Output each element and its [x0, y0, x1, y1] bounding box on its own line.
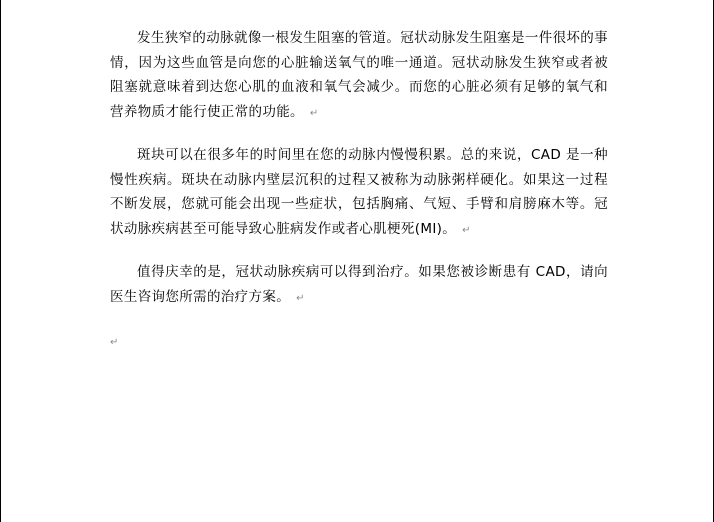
- paragraph-3: [110, 260, 608, 311]
- document-body[interactable]: [110, 26, 608, 353]
- empty-paragraph: [110, 328, 608, 353]
- paragraph-2-text: 斑块可以在很多年的时间里在您的动脉内慢慢积累。总的来说，CAD 是一种慢性疾病。斑块在动脉内壁层沉积的过程又被称为动脉粥样硬化。如果这一过程不断发展，您就可能会出现一些症状，包括胸痛、气短、手臂和肩膀麻木等。冠状动脉疾病甚至可能导致心脏病发作或者心肌梗死(MI)。: [110, 147, 608, 237]
- paragraph-mark-icon: ↵: [309, 107, 319, 119]
- paragraph-mark-icon: ↵: [462, 224, 471, 236]
- paragraph-mark-icon: ↵: [296, 292, 305, 304]
- paragraph-2: [110, 143, 608, 243]
- paragraph-3-text: 值得庆幸的是，冠状动脉疾病可以得到治疗。如果您被诊断患有 CAD，请向医生咨询您所需的治疗方案。: [110, 264, 608, 305]
- paragraph-mark-icon: ↵: [110, 337, 119, 348]
- paragraph-1-text: 发生狭窄的动脉就像一根发生阻塞的管道。冠状动脉发生阻塞是一件很坏的事情，因为这些血管是向您的心脏输送氧气的唯一通道。冠状动脉发生狭窄或者被阻塞就意味着到达您心肌的血液和氧气会减少。而您的心脏必须有足够的氧气和营养物质才能行使正常的功能。: [110, 30, 608, 120]
- paragraph-1: [110, 26, 608, 126]
